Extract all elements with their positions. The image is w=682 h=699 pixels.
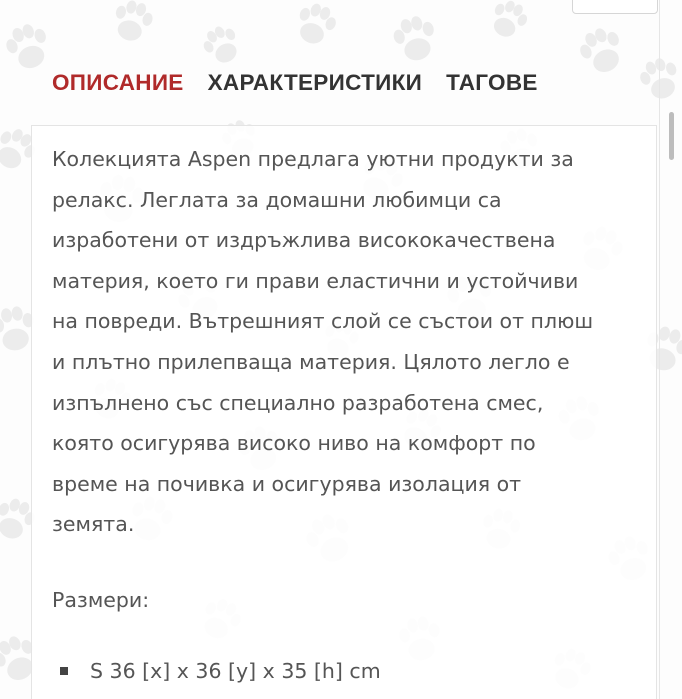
product-description bbox=[52, 139, 624, 545]
product-tabs bbox=[52, 66, 562, 100]
description-line: земята. bbox=[52, 512, 135, 537]
description-line: време на почивка и осигурява изолация от bbox=[52, 471, 522, 496]
tab-description[interactable]: ОПИСАНИЕ bbox=[52, 70, 184, 95]
square-bullet-icon bbox=[60, 667, 68, 675]
description-line: изработени от издръжлива висококачествена bbox=[52, 228, 556, 253]
sizes-list bbox=[52, 651, 381, 691]
description-line: и плътно прилепваща материя. Цялото легло е bbox=[52, 349, 570, 374]
top-box[interactable] bbox=[572, 0, 658, 14]
description-line: изпълнено със специално разработена смес, bbox=[52, 390, 544, 415]
description-line: релакс. Леглата за домашни любимци са bbox=[52, 187, 502, 212]
list-item bbox=[52, 651, 381, 691]
scrollbar-thumb[interactable] bbox=[669, 112, 674, 160]
size-entry: S 36 [x] x 36 [y] x 35 [h] cm bbox=[90, 659, 381, 683]
description-line: Колекцията Aspen предлага уютни продукти за bbox=[52, 147, 574, 171]
sizes-label: Размери: bbox=[52, 588, 150, 612]
tab-characteristics[interactable]: ХАРАКТЕРИСТИКИ bbox=[207, 70, 423, 95]
content-divider bbox=[659, 0, 660, 699]
tab-tags[interactable]: ТАГОВЕ bbox=[446, 70, 538, 95]
description-line: на повреди. Вътрешният слой се състои от плюш bbox=[52, 309, 594, 334]
description-line: материя, което ги прави еластични и устойчиви bbox=[52, 268, 579, 293]
description-line: която осигурява високо ниво на комфорт по bbox=[52, 431, 536, 456]
